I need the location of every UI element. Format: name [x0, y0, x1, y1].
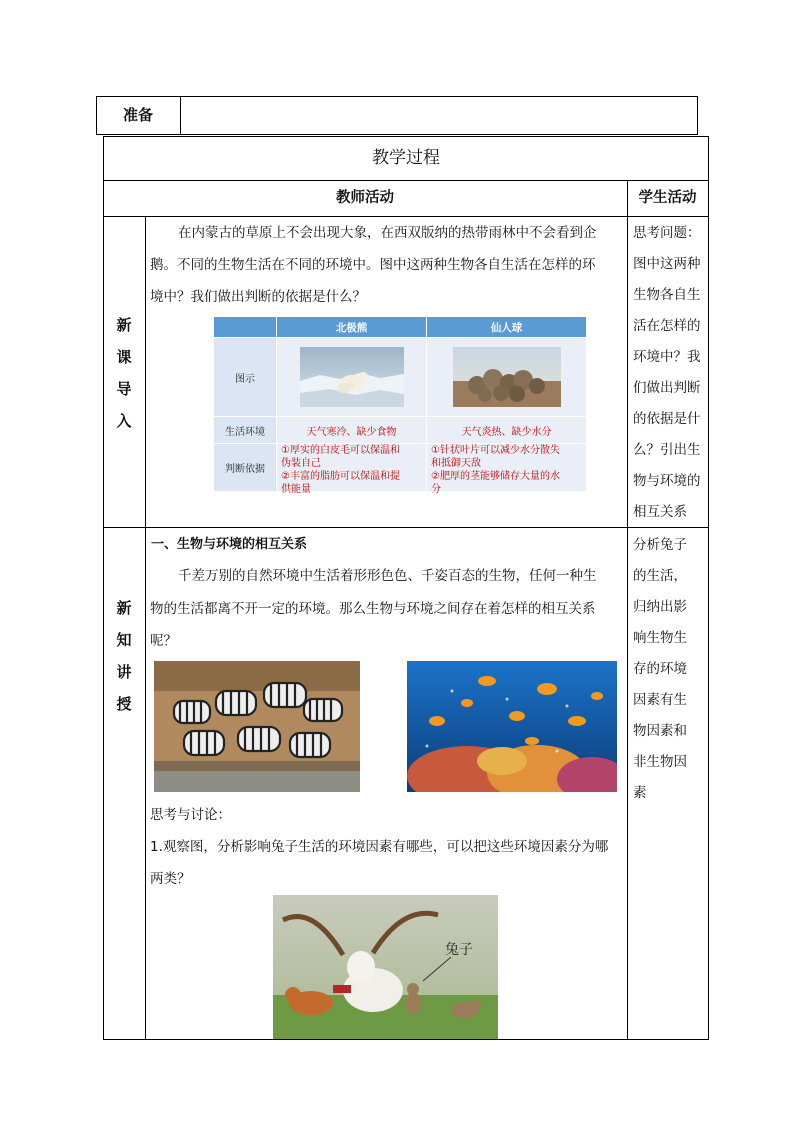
- section2-heading: 一、生物与环境的相互关系: [151, 537, 308, 552]
- section2-paragraph-line3: 呢？: [150, 633, 177, 649]
- image-row-label: 图示: [214, 338, 276, 416]
- cactus-env: 天气炎热、缺少水分: [427, 417, 586, 443]
- zebra-photo: [154, 661, 360, 792]
- section2-paragraph-line1: 千差万别的自然环境中生活着形形色色、千姿百态的生物，任何一种生: [178, 568, 597, 584]
- teacher-activity-header: 教师活动: [336, 190, 394, 206]
- prep-label: 准备: [122, 106, 153, 124]
- section2-side-label: 新 知 讲 授: [116, 599, 132, 713]
- section2-student-activity: 分析兔子 的生活， 归纳出影 响生物生 存的环境 因素有生 物因素和 非生物因 素: [633, 537, 687, 801]
- rabbit-label: 兔子: [445, 942, 473, 958]
- student-activity-header: 学生活动: [638, 190, 697, 206]
- table-title: 教学过程: [372, 148, 440, 168]
- section1-side-label: 新 课 导 入: [116, 316, 132, 430]
- section2-paragraph-line2: 物的生活都离不开一定的环境。那么生物与环境之间存在着怎样的相互关系: [150, 601, 596, 617]
- polar-bear-header: 北极熊: [277, 317, 426, 337]
- question-line2: 两类？: [150, 871, 191, 887]
- discussion-title: 思考与讨论：: [150, 807, 231, 823]
- cactus-basis: ①针状叶片可以减少水分散失 和抵御天敌 ②肥厚的茎能够储存大量的水 分: [427, 444, 586, 491]
- comparison-table: [214, 317, 586, 495]
- basis-row-label: 判断依据: [214, 444, 276, 491]
- section1-student-activity: 思考问题： 图中这两种 生物各自生 活在怎样的 环境中？我 们做出判断 的依据是什 么？引出生 物与环境的 相互关系: [633, 225, 701, 520]
- rabbit-goat-photo: [273, 895, 498, 1039]
- polar-bear-env: 天气寒冷、缺少食物: [277, 417, 426, 443]
- intro-paragraph-line2: 鹅。不同的生物生活在不同的环境中。图中这两种生物各自生活在怎样的环: [150, 257, 596, 273]
- polar-bear-image: [300, 347, 404, 407]
- question-line1: 1.观察图，分析影响兔子生活的环境因素有哪些，可以把这些环境因素分为哪: [150, 839, 609, 855]
- polar-bear-basis: ①厚实的白皮毛可以保温和 伪装自己 ②丰富的脂肪可以保温和提 供能量: [277, 444, 426, 491]
- env-row-label: 生活环境: [214, 417, 276, 443]
- intro-paragraph-line3: 境中？我们做出判断的依据是什么？: [150, 289, 366, 305]
- cactus-image: [453, 347, 561, 407]
- coral-reef-photo: [407, 661, 617, 792]
- intro-paragraph-line1: 在内蒙古的草原上不会出现大象，在西双版纳的热带雨林中不会看到企: [178, 225, 597, 241]
- cactus-header: 仙人球: [427, 317, 586, 337]
